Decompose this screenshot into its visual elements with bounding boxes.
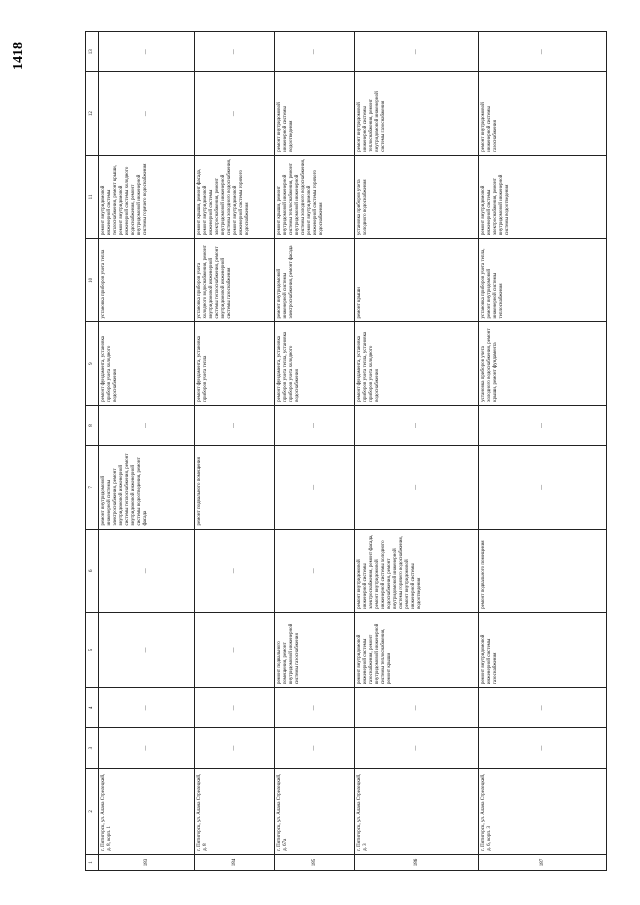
address-cell: г. Пятигорск, ул. Алана Стрелецкий, д. 8: [195, 768, 275, 854]
work-type-cell: ремонт фундамента, установка приборов учета холодного водоснабжения: [99, 322, 195, 405]
column-number: 3: [86, 728, 99, 768]
work-type-cell: ремонт внутридомовой инженерной системы электроснабжения, ремонт внутридомовой инженерной системы водоотведения: [479, 155, 607, 238]
work-type-cell: ремонт внутридомовой инженерной системы водоотведения: [275, 72, 355, 155]
work-type-cell: установка приборов учета тепла: [99, 239, 195, 322]
work-type-cell: ремонт фундамента, установка приборов учета тепла: [195, 322, 275, 405]
table-row: [275, 32, 355, 871]
empty-cell: —: [195, 405, 275, 445]
work-type-cell: ремонт подвального помещения: [195, 446, 275, 529]
address-cell: г. Пятигорск, ул. Алана Стрелецкий, д. 3: [355, 768, 479, 854]
column-number: 13: [86, 32, 99, 72]
table-row: [355, 32, 479, 871]
work-type-cell: ремонт подвального помещения, ремонт внутридомовой инженерной системы газоснабжения: [275, 612, 355, 687]
work-type-cell: ремонт крыши, ремонт внутридомовой инженерной системы теплоснабжения, ремонт внутридомовой инженерной системы холодного водоснабжения, ремонт внутридомовой инженерной системы горячего водоснабжения: [275, 155, 355, 238]
empty-cell: —: [275, 405, 355, 445]
work-type-cell: установка приборов учета холодного водоснабжения, ремонт внутридомовой инженерной системы теплоснабжения, ремонт внутридомовой инженерной системы газоснабжения: [195, 239, 275, 322]
empty-cell: —: [275, 728, 355, 768]
empty-cell: —: [355, 688, 479, 728]
empty-cell: —: [99, 728, 195, 768]
empty-cell: —: [275, 446, 355, 529]
work-type-cell: ремонт внутридомовой инженерной системы газоснабжения, ремонт внутридомовой инженерной системы теплоснабжения, ремонт крыши: [355, 612, 479, 687]
work-type-cell: ремонт внутридомовой инженерной системы газоснабжения: [479, 72, 607, 155]
empty-cell: —: [479, 446, 607, 529]
work-type-cell: ремонт внутридомовой инженерной системы теплоснабжения, ремонт крыши, ремонт внутридомовой инженерной системы холодного водоснабжения, ремонт внутридомовой инженерной системы горячего водоснабжения: [99, 155, 195, 238]
empty-cell: —: [275, 688, 355, 728]
work-type-cell: установка приборов учета холодного водоснабжения: [355, 155, 479, 238]
table-row: [99, 32, 195, 871]
empty-cell: —: [195, 688, 275, 728]
work-type-cell: ремонт подвального помещения: [479, 529, 607, 612]
work-type-cell: ремонт фундамента, установка приборов учета тепла, установка приборов учета холодного водоснабжения: [275, 322, 355, 405]
empty-cell: —: [195, 32, 275, 72]
address-cell: г. Пятигорск, ул. Алана Стрелецкий, д. 6, корп. 3: [479, 768, 607, 854]
page-number: 1418: [11, 42, 26, 70]
empty-cell: —: [195, 72, 275, 155]
empty-cell: —: [99, 72, 195, 155]
empty-cell: —: [355, 446, 479, 529]
empty-cell: —: [99, 32, 195, 72]
empty-cell: —: [479, 688, 607, 728]
table-row: [479, 32, 607, 871]
column-number: 10: [86, 239, 99, 322]
work-type-cell: ремонт крыши: [355, 239, 479, 322]
work-type-cell: ремонт внутридомовой инженерной системы электроснабжения, ремонт фасада: [275, 239, 355, 322]
empty-cell: —: [99, 405, 195, 445]
empty-cell: —: [99, 612, 195, 687]
row-number: 184: [195, 854, 275, 870]
work-type-cell: ремонт внутридомовой инженерной системы газоснабжения: [479, 612, 607, 687]
empty-cell: —: [479, 728, 607, 768]
work-type-cell: ремонт внутридомовой инженерной системы электроснабжения, ремонт фасада, ремонт внутридомовой инженерной системы холодного водоснабжения, ремонт внутридомовой инженерной системы горячего водоснабжения, ремонт внутридомовой инженерной системы водоотведения: [355, 529, 479, 612]
column-number: 4: [86, 688, 99, 728]
column-number: 8: [86, 405, 99, 445]
work-type-cell: ремонт внутридомовой инженерной системы теплоснабжения, ремонт внутридомовой инженерной системы газоснабжения: [355, 72, 479, 155]
empty-cell: —: [355, 405, 479, 445]
empty-cell: —: [99, 529, 195, 612]
work-type-cell: установка приборов учета холодного водоснабжения, ремонт крыши, ремонт фундамента: [479, 322, 607, 405]
document-table-wrapper: [85, 31, 598, 871]
row-number: 183: [99, 854, 195, 870]
column-number-row: [86, 32, 99, 871]
empty-cell: —: [479, 32, 607, 72]
column-number: 1: [86, 854, 99, 870]
address-cell: г. Пятигорск, ул. Алана Стрелецкий, д. 8, корп. 1: [99, 768, 195, 854]
column-number: 12: [86, 72, 99, 155]
column-number: 7: [86, 446, 99, 529]
row-number: 185: [275, 854, 355, 870]
work-type-cell: ремонт фундамента, установка приборов учета тепла, установка приборов учета холодного водоснабжения: [355, 322, 479, 405]
empty-cell: —: [195, 612, 275, 687]
table-body: [86, 32, 607, 871]
empty-cell: —: [99, 688, 195, 728]
repair-schedule-table: [85, 31, 607, 871]
column-number: 2: [86, 768, 99, 854]
column-number: 11: [86, 155, 99, 238]
row-number: 186: [355, 854, 479, 870]
work-type-cell: ремонт крыши, ремонт фасада, ремонт внутридомовой инженерной системы электроснабжения, ремонт внутридомовой инженерной системы холодного водоснабжения, ремонт внутридомовой инженерной системы горячего водоснабжения: [195, 155, 275, 238]
empty-cell: —: [355, 32, 479, 72]
column-number: 5: [86, 612, 99, 687]
row-number: 187: [479, 854, 607, 870]
column-number: 6: [86, 529, 99, 612]
column-number: 9: [86, 322, 99, 405]
work-type-cell: установка приборов учета тепла, ремонт внутридомовой инженерной системы теплоснабжения: [479, 239, 607, 322]
empty-cell: —: [355, 728, 479, 768]
empty-cell: —: [195, 728, 275, 768]
empty-cell: —: [479, 405, 607, 445]
empty-cell: —: [275, 529, 355, 612]
empty-cell: —: [275, 32, 355, 72]
address-cell: г. Пятигорск, ул. Алана Стрелецкий, д. 67а: [275, 768, 355, 854]
work-type-cell: ремонт внутридомовой инженерной системы электроснабжения, ремонт внутридомовой инженерной системы теплоснабжения, ремонт внутридомовой инженерной системы водоотведения, ремонт фасада: [99, 446, 195, 529]
empty-cell: —: [195, 529, 275, 612]
table-row: [195, 32, 275, 871]
